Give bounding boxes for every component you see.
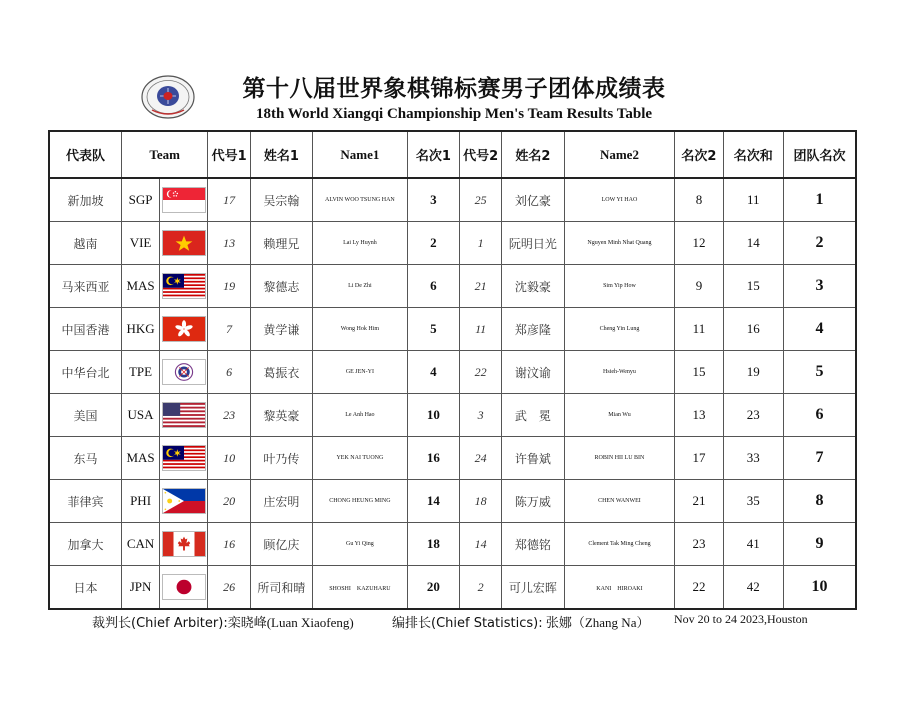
col-header: 团队名次 [783, 131, 856, 178]
player2-rank: 11 [675, 308, 723, 351]
team-code: TPE [121, 351, 159, 394]
player1-name-en: YEK NAI TUONG [313, 437, 408, 480]
rank-sum: 11 [723, 178, 783, 222]
rank-sum: 41 [723, 523, 783, 566]
col-header: Name1 [313, 131, 408, 178]
player2-name-cn: 许鲁斌 [502, 437, 564, 480]
player1-name-en: CHONG HEUNG MING [313, 480, 408, 523]
hkg-flag-icon [162, 316, 206, 342]
header-row [49, 131, 856, 178]
team-country: 中国香港 [49, 308, 121, 351]
player1-rank: 16 [407, 437, 459, 480]
player2-name-cn: 郑彦隆 [502, 308, 564, 351]
player1-number: 6 [208, 351, 250, 394]
player2-rank: 8 [675, 178, 723, 222]
team-flag [160, 308, 208, 351]
player2-name-en: Cheng Yin Lung [564, 308, 675, 351]
team-code: MAS [121, 265, 159, 308]
player2-number: 22 [460, 351, 502, 394]
footer [0, 612, 908, 632]
player2-number: 1 [460, 222, 502, 265]
team-code: CAN [121, 523, 159, 566]
player2-name-cn: 可儿宏晖 [502, 566, 564, 610]
team-flag [160, 178, 208, 222]
player1-rank: 4 [407, 351, 459, 394]
col-header: 代号2 [460, 131, 502, 178]
player1-number: 10 [208, 437, 250, 480]
title-chinese: 第十八届世界象棋锦标赛男子团体成绩表 [242, 76, 666, 102]
team-rank: 5 [783, 351, 856, 394]
table-row [49, 265, 856, 308]
player1-name-cn: 黎英豪 [250, 394, 312, 437]
can-flag-icon [162, 531, 206, 557]
mas-flag-icon [162, 445, 206, 471]
rank-sum: 42 [723, 566, 783, 610]
player2-number: 2 [460, 566, 502, 610]
player2-name-en: ROBIN HII LU BIN [564, 437, 675, 480]
player1-name-en: ALVIN WOO TSUNG HAN [313, 178, 408, 222]
team-code: PHI [121, 480, 159, 523]
rank-sum: 15 [723, 265, 783, 308]
title-english: 18th World Xiangqi Championship Men's Team Results Table [255, 106, 653, 122]
team-rank: 3 [783, 265, 856, 308]
team-country: 日本 [49, 566, 121, 610]
player2-name-cn: 谢汶谕 [502, 351, 564, 394]
team-country: 东马 [49, 437, 121, 480]
player2-number: 25 [460, 178, 502, 222]
player2-name-cn: 郑德铭 [502, 523, 564, 566]
rank-sum: 19 [723, 351, 783, 394]
col-header: 代号1 [208, 131, 250, 178]
player2-name-cn: 阮明日光 [502, 222, 564, 265]
team-country: 菲律宾 [49, 480, 121, 523]
table-row [49, 523, 856, 566]
team-country: 新加坡 [49, 178, 121, 222]
team-flag [160, 394, 208, 437]
player2-number: 3 [460, 394, 502, 437]
player1-name-en: GE JEN-YI [313, 351, 408, 394]
jpn-flag-icon [162, 574, 206, 600]
table-row [49, 178, 856, 222]
player2-name-en: CHEN WANWEI [564, 480, 675, 523]
mas-flag-icon [162, 273, 206, 299]
team-country: 美国 [49, 394, 121, 437]
team-code: MAS [121, 437, 159, 480]
col-header: 代表队 [49, 131, 121, 178]
player2-number: 24 [460, 437, 502, 480]
event-date-place: Nov 20 to 24 2023,Houston [674, 612, 808, 626]
team-rank: 2 [783, 222, 856, 265]
col-header: Name2 [564, 131, 675, 178]
results-table [48, 130, 857, 610]
player1-rank: 18 [407, 523, 459, 566]
player2-name-en: LOW YI HAO [564, 178, 675, 222]
player1-name-cn: 黄学谦 [250, 308, 312, 351]
player2-name-cn: 武 冕 [502, 394, 564, 437]
player2-name-en: Sim Yip How [564, 265, 675, 308]
chief-arbiter-label: 裁判长(Chief Arbiter): [92, 616, 228, 631]
player1-rank: 14 [407, 480, 459, 523]
player1-number: 19 [208, 265, 250, 308]
col-header: 名次2 [675, 131, 723, 178]
col-header: 姓名2 [502, 131, 564, 178]
player1-name-en: Li De Zhi [313, 265, 408, 308]
player1-rank: 20 [407, 566, 459, 610]
player1-number: 17 [208, 178, 250, 222]
player2-name-cn: 沈毅豪 [502, 265, 564, 308]
player2-rank: 13 [675, 394, 723, 437]
player1-number: 23 [208, 394, 250, 437]
team-rank: 9 [783, 523, 856, 566]
player1-name-en: Lai Ly Huynh [313, 222, 408, 265]
player2-name-cn: 陈万威 [502, 480, 564, 523]
player1-name-cn: 葛振衣 [250, 351, 312, 394]
team-flag [160, 437, 208, 480]
player2-name-en: Hsieh-Wenyu [564, 351, 675, 394]
player1-name-cn: 所司和晴 [250, 566, 312, 610]
rank-sum: 16 [723, 308, 783, 351]
player1-rank: 3 [407, 178, 459, 222]
table-row [49, 437, 856, 480]
player1-name-cn: 吴宗翰 [250, 178, 312, 222]
team-country: 越南 [49, 222, 121, 265]
player1-name-cn: 叶乃传 [250, 437, 312, 480]
team-country: 加拿大 [49, 523, 121, 566]
team-code: HKG [121, 308, 159, 351]
player2-rank: 12 [675, 222, 723, 265]
team-rank: 1 [783, 178, 856, 222]
player2-name-en: Nguyen Minh Nhat Quang [564, 222, 675, 265]
player1-number: 20 [208, 480, 250, 523]
team-country: 马来西亚 [49, 265, 121, 308]
player1-rank: 5 [407, 308, 459, 351]
table-row [49, 566, 856, 610]
team-flag [160, 222, 208, 265]
player1-name-en: Le Anh Hao [313, 394, 408, 437]
rank-sum: 23 [723, 394, 783, 437]
player1-name-en: SHOSHI KAZUHARU [313, 566, 408, 610]
team-rank: 8 [783, 480, 856, 523]
table-row [49, 480, 856, 523]
chief-arbiter-name: 栾晓峰(Luan Xiaofeng) [227, 615, 354, 630]
tpe-flag-icon [162, 359, 206, 385]
team-rank: 10 [783, 566, 856, 610]
team-flag [160, 480, 208, 523]
player1-name-cn: 黎德志 [250, 265, 312, 308]
sgp-flag-icon [162, 187, 206, 213]
phi-flag-icon [162, 488, 206, 514]
player1-number: 13 [208, 222, 250, 265]
player2-rank: 9 [675, 265, 723, 308]
player1-name-en: Wong Hok Him [313, 308, 408, 351]
table-row [49, 394, 856, 437]
team-rank: 6 [783, 394, 856, 437]
player1-name-cn: 顾亿庆 [250, 523, 312, 566]
team-country: 中华台北 [49, 351, 121, 394]
player1-name-en: Gu Yi Qing [313, 523, 408, 566]
player2-name-en: Mian Wu [564, 394, 675, 437]
player1-name-cn: 赖理兄 [250, 222, 312, 265]
player2-rank: 15 [675, 351, 723, 394]
player2-number: 21 [460, 265, 502, 308]
player2-rank: 23 [675, 523, 723, 566]
rank-sum: 35 [723, 480, 783, 523]
team-code: USA [121, 394, 159, 437]
chief-statistics-name: 张娜（Zhang Na） [545, 615, 650, 630]
player1-name-cn: 庄宏明 [250, 480, 312, 523]
team-flag [160, 351, 208, 394]
table-row [49, 222, 856, 265]
team-rank: 4 [783, 308, 856, 351]
player1-rank: 10 [407, 394, 459, 437]
team-code: VIE [121, 222, 159, 265]
player2-name-cn: 刘亿豪 [502, 178, 564, 222]
chief-statistics-label: 编排长(Chief Statistics): [392, 616, 543, 631]
team-code: SGP [121, 178, 159, 222]
team-code: JPN [121, 566, 159, 610]
table-row [49, 351, 856, 394]
player2-name-en: KANI HIROAKI [564, 566, 675, 610]
team-flag [160, 566, 208, 610]
player2-number: 11 [460, 308, 502, 351]
player1-number: 26 [208, 566, 250, 610]
player1-number: 16 [208, 523, 250, 566]
player2-rank: 22 [675, 566, 723, 610]
vie-flag-icon [162, 230, 206, 256]
player2-number: 18 [460, 480, 502, 523]
team-flag [160, 523, 208, 566]
col-header: Team [121, 131, 208, 178]
rank-sum: 33 [723, 437, 783, 480]
usa-flag-icon [162, 402, 206, 428]
player2-name-en: Clement Tak Ming Cheng [564, 523, 675, 566]
player1-number: 7 [208, 308, 250, 351]
team-rank: 7 [783, 437, 856, 480]
player2-rank: 21 [675, 480, 723, 523]
col-header: 名次和 [723, 131, 783, 178]
player2-number: 14 [460, 523, 502, 566]
col-header: 名次1 [407, 131, 459, 178]
player1-rank: 2 [407, 222, 459, 265]
table-row [49, 308, 856, 351]
player2-rank: 17 [675, 437, 723, 480]
rank-sum: 14 [723, 222, 783, 265]
player1-rank: 6 [407, 265, 459, 308]
col-header: 姓名1 [250, 131, 312, 178]
team-flag [160, 265, 208, 308]
